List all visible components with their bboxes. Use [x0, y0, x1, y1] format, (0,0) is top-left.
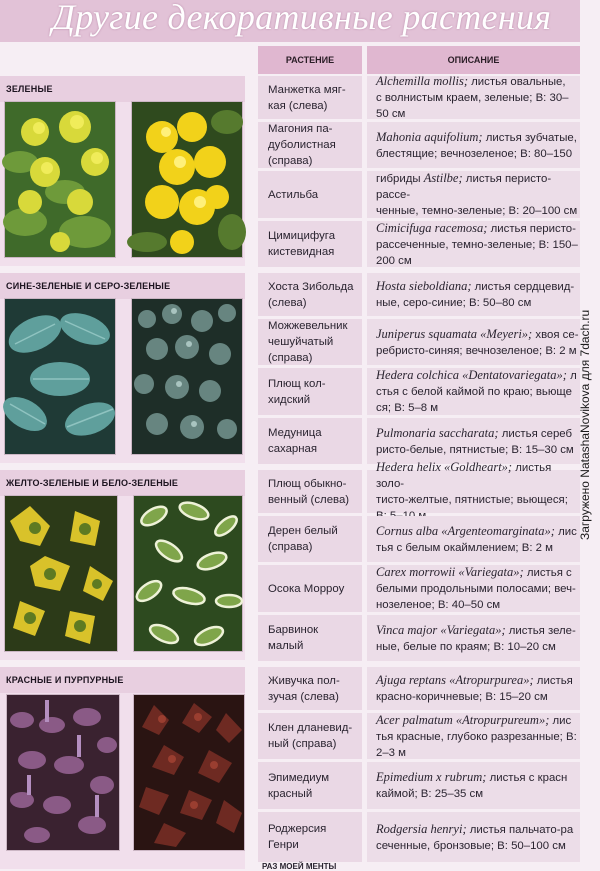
plant-name-cell	[258, 812, 362, 862]
description-text: л стья с белой каймой по краю; вьюще ся; В: 5–8 м	[376, 370, 577, 414]
watermark: Загружено NatashaNovikova для 7dach.ru	[578, 309, 592, 540]
column-header-plant: РАСТЕНИЕ	[258, 46, 362, 74]
plant-description-cell	[367, 615, 580, 661]
plant-name: Клен дланевид- ный (справа)	[268, 722, 353, 750]
plant-description	[376, 459, 580, 524]
section-band-yellow	[0, 470, 245, 496]
plant-description-cell	[367, 667, 580, 710]
section-band-blue	[0, 273, 245, 299]
plant-description	[376, 672, 573, 705]
plant-name: Барвинок малый	[268, 624, 319, 652]
plant-description	[376, 220, 578, 269]
latin-name: Hedera colchica «Dentatovariegata»;	[376, 368, 567, 382]
description-text: гибриды	[376, 173, 424, 185]
plant-description-cell	[367, 516, 580, 562]
plant-name: Медуница сахарная	[268, 427, 322, 455]
plant-name: Эпимедиум красный	[268, 771, 330, 800]
latin-name: Acer palmatum «Atropurpureum»;	[376, 712, 550, 727]
plant-name: Можжевельник чешуйчатый (справа)	[268, 320, 348, 364]
photo-hedera-helix	[4, 495, 118, 652]
description-text: листья с белыми продольными полосами; веч- нозеленое; В: 40–50 см	[376, 567, 576, 611]
plant-description-cell	[367, 565, 580, 612]
plant-name-cell	[258, 76, 362, 119]
latin-name: Rodgersia henryi;	[376, 821, 467, 836]
plant-name-cell	[258, 615, 362, 661]
plant-name-cell	[258, 418, 362, 464]
plant-name: Манжетка мяг- кая (слева)	[268, 83, 346, 112]
latin-name: Mahonia aquifolium;	[376, 129, 483, 144]
plant-description	[376, 129, 577, 162]
description-text: листья зубчатые, блестящие; вечнозеленое; В: 80–150	[376, 131, 577, 160]
section-label: КРАСНЫЕ И ПУРПУРНЫЕ	[6, 675, 124, 685]
latin-name: Vinca major «Variegata»;	[376, 622, 506, 637]
description-text: хвоя се- ребристо-синяя; вечнозеленое; В: 2 м	[376, 328, 579, 357]
plant-name-cell	[258, 667, 362, 710]
plant-description	[376, 622, 576, 655]
plant-name-cell	[258, 171, 362, 218]
description-text: листья перисто- рассеченные, темно-зеленые; В: 150– 200 см	[376, 222, 578, 267]
plant-description	[376, 523, 577, 556]
latin-name: Juniperus squamata «Meyeri»;	[376, 326, 533, 341]
plant-name: Осока Морроу	[268, 582, 345, 595]
plant-name: Астильба	[268, 188, 319, 201]
description-text: листья перисто-рассе- ченные, темно-зеленые; В: 20–100 см	[376, 173, 578, 217]
photo-alchemilla	[4, 101, 116, 258]
plant-name-cell	[258, 122, 362, 168]
section-band-green	[0, 76, 245, 102]
plant-name: Цимицифуга кистевидная	[268, 230, 336, 258]
latin-name: Cimicifuga racemosa;	[376, 220, 488, 235]
plant-description-cell	[367, 76, 580, 119]
latin-name: Ajuga reptans «Atropurpurea»;	[376, 673, 534, 687]
latin-name: Epimedium x rubrum;	[376, 770, 487, 784]
plant-description-cell	[367, 273, 580, 316]
plant-name-cell	[258, 368, 362, 415]
plant-description	[376, 564, 576, 613]
latin-name: Carex morrowii «Variegata»;	[376, 565, 524, 579]
description-text: листья сердцевид- ные, серо-синие; В: 50–80 см	[376, 281, 575, 309]
description-text: листья красно-коричневые; В: 15–20 см	[376, 675, 573, 703]
plant-description	[376, 769, 567, 802]
description-text: листья с красн каймой; В: 25–35 см	[376, 772, 568, 800]
plant-name: Роджерсия Генри	[268, 823, 327, 851]
section-label: ЗЕЛЕНЫЕ	[6, 84, 53, 94]
description-text: листья зеле- ные, белые по краям; В: 10–20 см	[376, 624, 576, 653]
latin-name: Pulmonaria saccharata;	[376, 425, 499, 440]
plant-name-cell	[258, 762, 362, 809]
plant-description	[376, 73, 569, 122]
latin-name: Alchemilla mollis;	[376, 74, 468, 88]
plant-description	[376, 278, 574, 311]
description-text: листья золо- тисто-желтые, пятнистые; вьющеся;	[376, 462, 568, 506]
plant-description	[376, 712, 577, 761]
plant-name-cell	[258, 319, 362, 365]
section-label: ЖЕЛТО-ЗЕЛЕНЫЕ И БЕЛО-ЗЕЛЕНЫЕ	[6, 478, 179, 488]
plant-description-cell	[367, 762, 580, 809]
plant-description-cell	[367, 460, 580, 513]
plant-name: Плющ кол- хидский	[268, 377, 326, 406]
section-band-red	[0, 667, 245, 693]
latin-name: Hosta sieboldiana;	[376, 279, 472, 293]
plant-description	[376, 425, 574, 458]
latin-name: Cornus alba «Argenteomarginata»;	[376, 523, 555, 538]
photo-juniperus	[131, 298, 243, 455]
plant-name-cell	[258, 221, 362, 267]
plant-description-cell	[367, 713, 580, 759]
photo-cornus	[133, 495, 243, 652]
plant-description-cell	[367, 122, 580, 168]
column-header-description: ОПИСАНИЕ	[367, 46, 580, 74]
plant-name: Дерен белый (справа)	[268, 525, 338, 553]
photo-acer	[133, 694, 245, 851]
description-text: листья овальные, с волнистым краем, зеленые; В: 30– 50 см	[376, 76, 569, 120]
plant-name: Магония па- дуболистная (справа)	[268, 123, 336, 167]
latin-name: Astilbe;	[423, 171, 463, 185]
plant-name-cell	[258, 470, 362, 513]
photo-ajuga	[6, 694, 120, 851]
photo-hosta	[4, 298, 116, 455]
latin-name: Hedera helix «Goldheart»;	[376, 460, 513, 474]
description-text: листья пальчато-ра сеченные, бронзовые; В: 50–100 см	[376, 823, 574, 852]
plant-description-cell	[367, 812, 580, 862]
plant-name: Живучка пол- зучая (слева)	[268, 674, 340, 703]
plant-description-cell	[367, 221, 580, 267]
plant-name-cell	[258, 273, 362, 316]
description-text: листья сереб ристо-белые, пятнистые; В: 15–30 см	[376, 427, 574, 456]
plant-name: Плющ обыкно- венный (слева)	[268, 477, 350, 506]
description-text: лис тья с белым окаймлением; В: 2 м	[376, 525, 577, 554]
footer-cut-text: РАЗ МОЕЙ МЕНТЫ	[262, 862, 337, 871]
page-title: Другие декоративные растения	[52, 0, 552, 37]
plant-name-cell	[258, 565, 362, 612]
photo-mahonia	[131, 101, 243, 258]
plant-name: Хоста Зибольда (слева)	[268, 280, 354, 309]
plant-name-cell	[258, 713, 362, 759]
plant-description	[376, 326, 579, 359]
plant-description-cell	[367, 418, 580, 464]
plant-description-cell	[367, 171, 580, 218]
description-text: лис тья красные, глубоко разрезанные; В: 2–3 м	[376, 714, 577, 759]
plant-name-cell	[258, 516, 362, 562]
plant-description	[376, 170, 580, 219]
plant-description	[376, 367, 577, 416]
section-label: СИНЕ-ЗЕЛЕНЫЕ И СЕРО-ЗЕЛЕНЫЕ	[6, 281, 171, 291]
plant-description	[376, 821, 573, 854]
plant-description-cell	[367, 368, 580, 415]
plant-description-cell	[367, 319, 580, 365]
